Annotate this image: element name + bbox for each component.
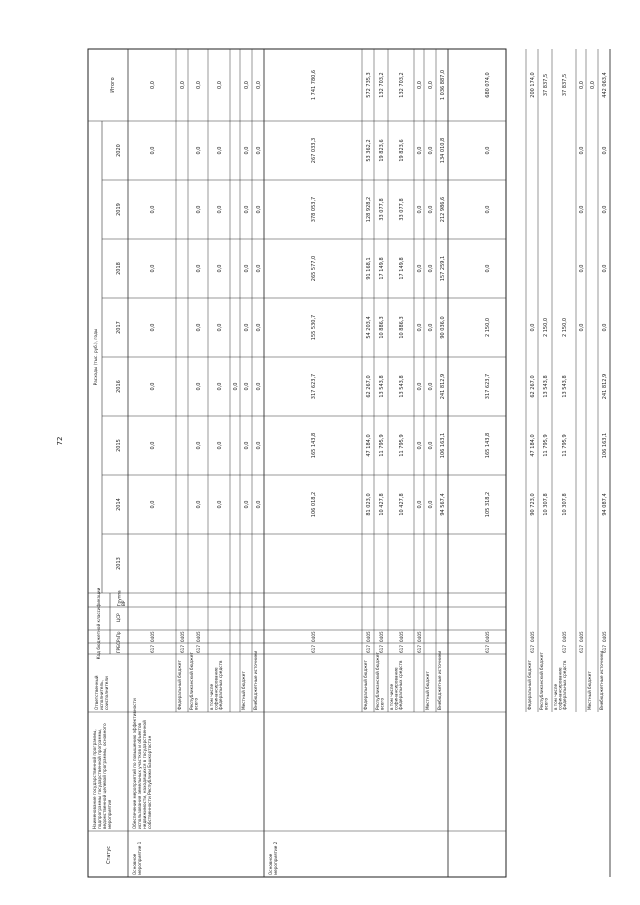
row-executor: федеральных средств (218, 660, 223, 710)
row-total: 0,0 (244, 81, 250, 89)
row-value: 0,0 (602, 146, 608, 155)
row-total: 0,0 (256, 81, 262, 89)
header-program-name: мероприятия (107, 799, 112, 829)
row-rzpr: 0405 (562, 631, 567, 642)
row-value: 265 577,0 (311, 255, 317, 282)
row-value: 0,0 (150, 441, 156, 450)
row-value: 106 018,2 (311, 491, 317, 518)
row-executor: Республиканский бюджет (539, 652, 544, 710)
year-header: 2016 (116, 380, 122, 393)
row-executor: федеральных средств (398, 660, 403, 710)
row-value: 0,0 (217, 382, 223, 391)
row-total: 0,0 (590, 81, 596, 89)
row-grbs: 617 (485, 645, 490, 653)
row-value: 0,0 (256, 441, 262, 450)
row-value: 0,0 (217, 205, 223, 214)
row-value: 0,0 (244, 264, 250, 273)
row-value: 155 530,7 (311, 314, 317, 341)
row-rzpr: 0405 (485, 631, 490, 642)
header-kbk: Код бюджетной классификации (96, 587, 101, 660)
row-rzpr: 0405 (399, 631, 404, 642)
row-value: 10 427,8 (399, 493, 405, 516)
row-value: 165 143,8 (311, 432, 317, 459)
row-rzpr: 0405 (379, 631, 384, 642)
row-executor: Республиканский бюджет (375, 652, 380, 710)
row-executor: всего (193, 697, 199, 710)
row-value: 13 543,8 (399, 375, 405, 398)
block-status: мероприятие 1 (137, 841, 142, 875)
row-executor: в том числе (553, 683, 558, 710)
row-value: 62 267,0 (530, 375, 536, 398)
header-vr: Группа (116, 590, 122, 606)
row-total: 0,0 (428, 81, 434, 89)
row-value: 33 077,8 (399, 198, 405, 221)
row-executor: всего (379, 697, 385, 710)
row-value: 0,0 (217, 264, 223, 273)
row-value: 91 168,1 (366, 257, 372, 280)
row-rzpr: 0405 (579, 631, 584, 642)
block-name: использования земельных участков и объектов (137, 722, 142, 829)
row-value: 17 149,8 (399, 257, 405, 280)
row-value: 0,0 (602, 323, 608, 332)
row-value: 0,0 (244, 146, 250, 155)
row-executor: Местный бюджет (241, 671, 246, 710)
row-value: 0,0 (602, 264, 608, 273)
row-rzpr: 0405 (530, 631, 535, 642)
row-total: 37 837,5 (543, 73, 549, 97)
row-total: 37 837,5 (562, 73, 568, 97)
row-grbs: 617 (196, 645, 201, 653)
row-value: 0,0 (244, 323, 250, 332)
row-value: 90 723,0 (530, 493, 536, 516)
row-grbs: 617 (562, 645, 567, 653)
header-executor: Ответственный (94, 675, 99, 710)
row-executor: Федеральный бюджет (177, 660, 182, 710)
row-value: 94 087,4 (602, 493, 608, 516)
row-value: 0,0 (256, 205, 262, 214)
row-executor: Федеральный бюджет (527, 660, 532, 710)
row-total: 1 741 780,6 (311, 69, 317, 101)
row-value: 267 033,3 (311, 137, 317, 164)
row-value: 0,0 (196, 146, 202, 155)
block-name: собственности Республики Башкортостан (147, 735, 152, 829)
row-value: 0,0 (417, 382, 423, 391)
year-header: 2019 (116, 203, 122, 216)
row-value: 0,0 (579, 146, 585, 155)
row-total: 0,0 (196, 81, 202, 89)
row-value: 53 362,2 (366, 139, 372, 162)
row-grbs: 617 (530, 645, 535, 653)
row-grbs: 617 (180, 645, 185, 653)
row-value: 0,0 (196, 264, 202, 273)
header-executor: соисполнители (104, 676, 109, 710)
row-executor: федеральных средств (562, 660, 567, 710)
year-header: 2020 (116, 144, 122, 157)
row-rzpr: 0405 (417, 631, 422, 642)
row-value: 0,0 (579, 323, 585, 332)
row-value: 81 023,0 (366, 493, 372, 516)
row-value: 0,0 (417, 205, 423, 214)
row-value: 19 823,6 (399, 139, 405, 162)
row-value: 0,0 (196, 500, 202, 509)
year-header: 2015 (116, 439, 122, 452)
row-grbs: 617 (150, 645, 155, 653)
row-value: 90 036,0 (440, 316, 446, 339)
row-rzpr: 0405 (311, 631, 316, 642)
page-number: 72 (56, 436, 64, 446)
row-grbs: 617 (379, 645, 384, 653)
row-value: 0,0 (196, 441, 202, 450)
row-value: 0,0 (485, 205, 491, 214)
row-value: 0,0 (150, 205, 156, 214)
row-rzpr: 0405 (602, 631, 607, 642)
row-value: 0,0 (196, 323, 202, 332)
row-rzpr: 0405 (150, 631, 155, 642)
row-value: 0,0 (244, 205, 250, 214)
row-value: 0,0 (150, 382, 156, 391)
row-value: 10 886,3 (379, 316, 385, 339)
row-value: 11 795,9 (562, 434, 568, 457)
block-name: Обеспечение мероприятий по повышению эффективности (132, 698, 137, 829)
row-value: 165 143,8 (485, 432, 491, 459)
row-total: 0,0 (180, 81, 186, 89)
row-value: 106 163,1 (602, 432, 608, 459)
row-value: 212 986,6 (440, 196, 446, 223)
row-total: 132 703,2 (399, 72, 405, 98)
row-value: 0,0 (256, 146, 262, 155)
row-executor: Республиканский бюджет (189, 652, 194, 710)
row-grbs: 617 (366, 645, 371, 653)
header-program-name: ведомственной целевой программы, основного (102, 723, 107, 829)
header-costs: Расходы (тыс. руб.), годы (93, 328, 98, 386)
row-grbs: 617 (417, 645, 422, 653)
row-value: 241 812,9 (440, 373, 446, 400)
row-value: 0,0 (217, 500, 223, 509)
row-value: 0,0 (256, 382, 262, 391)
row-value: 317 623,7 (485, 373, 491, 400)
row-value: 0,0 (256, 323, 262, 332)
row-value: 0,0 (417, 500, 423, 509)
row-rzpr: 0405 (196, 631, 201, 642)
row-total: 680 074,0 (485, 72, 491, 98)
row-value: 10 307,8 (543, 493, 549, 516)
row-value: 13 543,8 (562, 375, 568, 398)
row-value: 378 053,7 (311, 196, 317, 223)
row-value: 0,0 (196, 205, 202, 214)
row-value: 0,0 (417, 146, 423, 155)
header-csr: ЦСР (116, 613, 121, 622)
row-value: 0,0 (256, 500, 262, 509)
block-status: мероприятие 2 (273, 841, 278, 875)
block-status: Основное (268, 853, 273, 875)
row-value: 0,0 (244, 500, 250, 509)
row-value: 0,0 (217, 441, 223, 450)
row-value: 0,0 (579, 205, 585, 214)
row-value: 0,0 (150, 323, 156, 332)
row-value: 0,0 (150, 264, 156, 273)
row-total: 0,0 (217, 81, 223, 89)
row-value: 105 318,2 (485, 491, 491, 518)
row-rzpr: 0405 (366, 631, 371, 642)
header-rzpr: РзПр (116, 631, 121, 642)
header-vr: ВР (121, 600, 126, 606)
row-executor: в том числе (389, 683, 394, 710)
row-executor: Внебюджетные источники (437, 650, 442, 710)
row-value: 0,0 (150, 500, 156, 509)
row-value: 317 623,7 (311, 373, 317, 400)
header-grbs: ГРБС (116, 642, 121, 653)
row-total: 0,0 (417, 81, 423, 89)
row-value: 17 149,8 (379, 257, 385, 280)
row-value: 54 203,4 (366, 316, 372, 339)
row-executor: в том числе (209, 683, 214, 710)
row-executor: Местный бюджет (587, 671, 592, 710)
row-value: 11 795,9 (379, 434, 385, 457)
row-value: 2 150,0 (485, 317, 491, 338)
row-value: 0,0 (244, 382, 250, 391)
budget-table (88, 49, 608, 877)
row-value: 2 150,0 (562, 317, 568, 338)
row-grbs: 617 (399, 645, 404, 653)
block-name: недвижимости, находящихся в государственной (142, 720, 147, 829)
row-total: 0,0 (579, 81, 585, 89)
row-total: 132 703,2 (379, 72, 385, 98)
row-executor: Внебюджетные источники (253, 650, 258, 710)
row-value: 241 812,9 (602, 373, 608, 400)
year-header: 2017 (116, 321, 122, 334)
row-executor: Федеральный бюджет (363, 660, 368, 710)
row-value: 0,0 (417, 441, 423, 450)
row-grbs: 617 (311, 645, 316, 653)
row-value: 11 795,9 (543, 434, 549, 457)
row-executor: софинансирование (557, 667, 563, 710)
row-value: 13 543,8 (543, 375, 549, 398)
row-value: 10 886,3 (399, 316, 405, 339)
row-executor: всего (543, 697, 549, 710)
row-rzpr: 0405 (180, 631, 185, 642)
row-value: 0,0 (217, 146, 223, 155)
row-executor: софинансирование (213, 667, 219, 710)
row-grbs: 617 (579, 645, 584, 653)
row-value: 0,0 (417, 264, 423, 273)
year-header: 2014 (116, 498, 122, 511)
row-value: 0,0 (530, 323, 536, 332)
row-value: 2 150,0 (543, 317, 549, 338)
row-value: 106 163,1 (440, 432, 446, 459)
row-value: 19 823,6 (379, 139, 385, 162)
row-value: 134 010,8 (440, 137, 446, 164)
row-value: 0,0 (579, 264, 585, 273)
row-value: 0,0 (485, 264, 491, 273)
header-total: Итого (110, 77, 116, 93)
row-value: 0,0 (428, 146, 434, 155)
row-executor: Местный бюджет (425, 671, 430, 710)
row-value: 128 928,2 (366, 196, 372, 223)
row-value: 157 259,1 (440, 255, 446, 282)
row-value: 13 543,8 (379, 375, 385, 398)
header-program-name: Наименование государственной программы, (92, 729, 97, 829)
row-value: 0,0 (417, 323, 423, 332)
row-executor: софинансирование (393, 667, 399, 710)
row-value: 10 307,8 (562, 493, 568, 516)
row-value: 62 267,0 (366, 375, 372, 398)
row-value: 0,0 (256, 264, 262, 273)
row-value: 0,0 (428, 441, 434, 450)
row-executor: Внебюджетные источники (599, 650, 604, 710)
row-value: 10 427,8 (379, 493, 385, 516)
header-status: Статус (106, 845, 112, 865)
row-value: 0,0 (428, 323, 434, 332)
row-value: 0,0 (217, 323, 223, 332)
row-value: 0,0 (428, 264, 434, 273)
row-value: 0,0 (150, 146, 156, 155)
row-value: 33 077,8 (379, 198, 385, 221)
year-header: 2018 (116, 262, 122, 275)
row-grbs: 617 (602, 645, 607, 653)
year-header: 2013 (116, 557, 122, 570)
row-value: 0,0 (428, 382, 434, 391)
row-value: 0,0 (196, 382, 202, 391)
row-total: 572 735,3 (366, 72, 372, 98)
row-value: 47 184,0 (366, 434, 372, 457)
block-status: Основное (132, 853, 137, 875)
row-value: 0,0 (233, 382, 239, 391)
row-value: 94 567,4 (440, 493, 446, 516)
row-total: 442 063,4 (602, 72, 608, 98)
row-value: 0,0 (244, 441, 250, 450)
row-total: 0,0 (150, 81, 156, 89)
row-value: 11 795,9 (399, 434, 405, 457)
header-executor: исполнитель, (99, 680, 104, 710)
row-value: 0,0 (485, 146, 491, 155)
row-total: 200 174,0 (530, 72, 536, 98)
row-value: 47 184,0 (530, 434, 536, 457)
header-program-name: подпрограммы государственной программы, (97, 728, 102, 829)
row-value: 0,0 (428, 205, 434, 214)
row-total: 1 036 887,0 (440, 69, 446, 101)
row-value: 0,0 (602, 205, 608, 214)
row-value: 0,0 (428, 500, 434, 509)
